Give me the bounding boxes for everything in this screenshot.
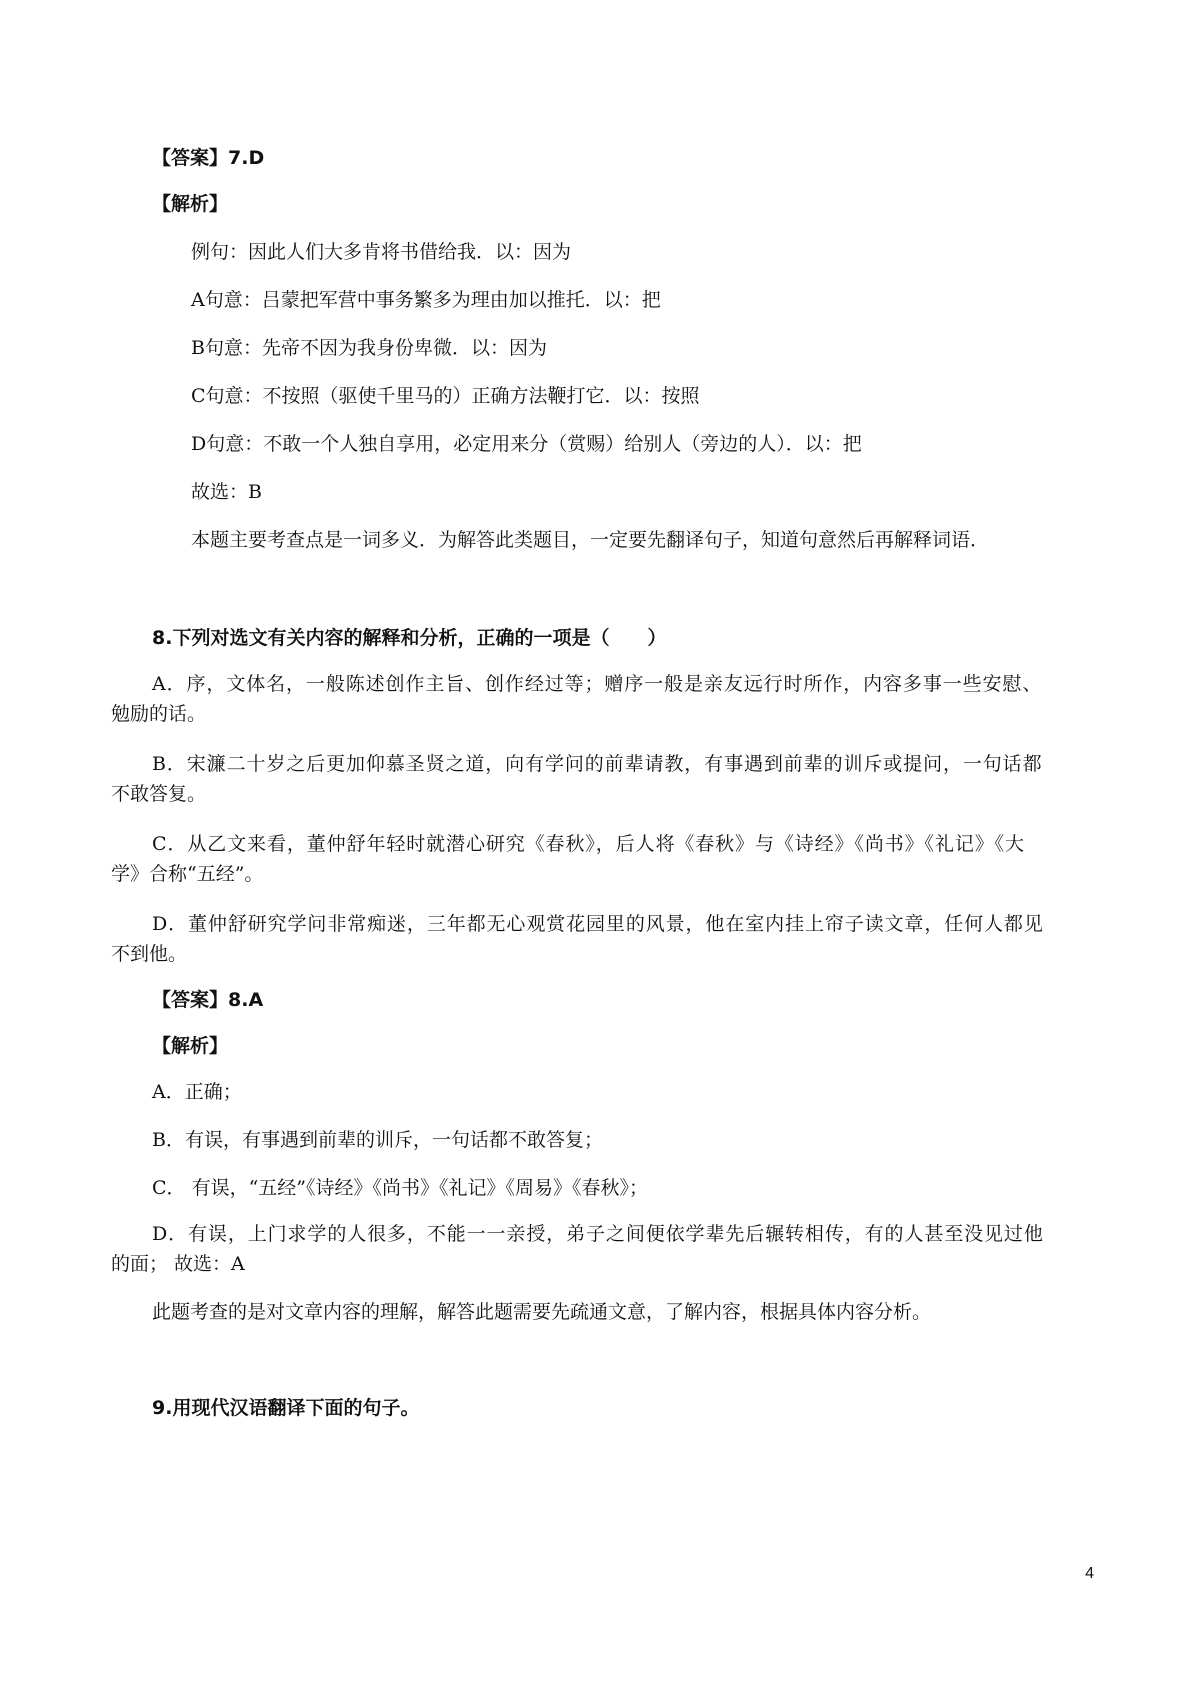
q8-option-d-cont: 不到他。	[111, 943, 188, 965]
q8-option-b-cont: 不敢答复。	[111, 783, 207, 805]
q7-analysis-heading: 【解析】	[152, 193, 229, 215]
q8-analysis-d-cont: 的面； 故选：A	[111, 1253, 245, 1275]
q8-question: 8.下列对选文有关内容的解释和分析，正确的一项是（ ）	[152, 627, 667, 649]
q8-option-c-cont: 学》合称“五经”。	[111, 863, 264, 885]
q8-option-b: B．宋濂二十岁之后更加仰慕圣贤之道，向有学问的前辈请教，有事遇到前辈的训斥或提问，一句话都	[152, 753, 1043, 775]
q8-summary: 此题考查的是对文章内容的理解，解答此题需要先疏通文意，了解内容，根据具体内容分析。	[152, 1301, 932, 1323]
q8-answer: 【答案】8.A	[152, 989, 264, 1011]
q7-analysis-line: 例句：因此人们大多肯将书借给我．以：因为	[191, 241, 572, 263]
q7-analysis-summary: 本题主要考查点是一词多义．为解答此类题目，一定要先翻译句子，知道句意然后再解释词语．	[191, 529, 990, 551]
q8-option-a: A．序，文体名，一般陈述创作主旨、创作经过等；赠序一般是亲友远行时所作，内容多事一些安慰、	[152, 673, 1043, 695]
q8-option-d: D．董仲舒研究学问非常痴迷，三年都无心观赏花园里的风景，他在室内挂上帘子读文章，任何人都见	[152, 913, 1044, 935]
q7-answer: 【答案】7.D	[152, 147, 265, 169]
q8-analysis-c: C． 有误，“五经”《诗经》《尚书》《礼记》《周易》《春秋》；	[152, 1177, 649, 1199]
q7-analysis-line: D句意：不敢一个人独自享用，必定用来分（赏赐）给别人（旁边的人）．以：把	[191, 433, 862, 455]
q9-question: 9.用现代汉语翻译下面的句子。	[152, 1397, 420, 1419]
q8-analysis-heading: 【解析】	[152, 1035, 229, 1057]
q8-analysis-b: B．有误，有事遇到前辈的训斥，一句话都不敢答复；	[152, 1129, 603, 1151]
q8-analysis-a: A．正确；	[152, 1081, 242, 1103]
page-number: 4	[1085, 1565, 1094, 1582]
q8-option-a-cont: 勉励的话。	[111, 703, 207, 725]
q8-analysis-d: D．有误，上门求学的人很多，不能一一亲授，弟子之间便依学辈先后辗转相传，有的人甚至没见过他	[152, 1223, 1044, 1245]
q7-analysis-line: A句意：吕蒙把军营中事务繁多为理由加以推托．以：把	[191, 289, 661, 311]
q7-analysis-line: 故选：B	[191, 481, 262, 503]
q8-option-c: C．从乙文来看，董仲舒年轻时就潜心研究《春秋》，后人将《春秋》与《诗经》《尚书》《礼记》《大	[152, 833, 1025, 855]
q7-analysis-line: B句意：先帝不因为我身份卑微．以：因为	[191, 337, 547, 359]
q7-analysis-line: C句意：不按照（驱使千里马的）正确方法鞭打它．以：按照	[191, 385, 700, 407]
